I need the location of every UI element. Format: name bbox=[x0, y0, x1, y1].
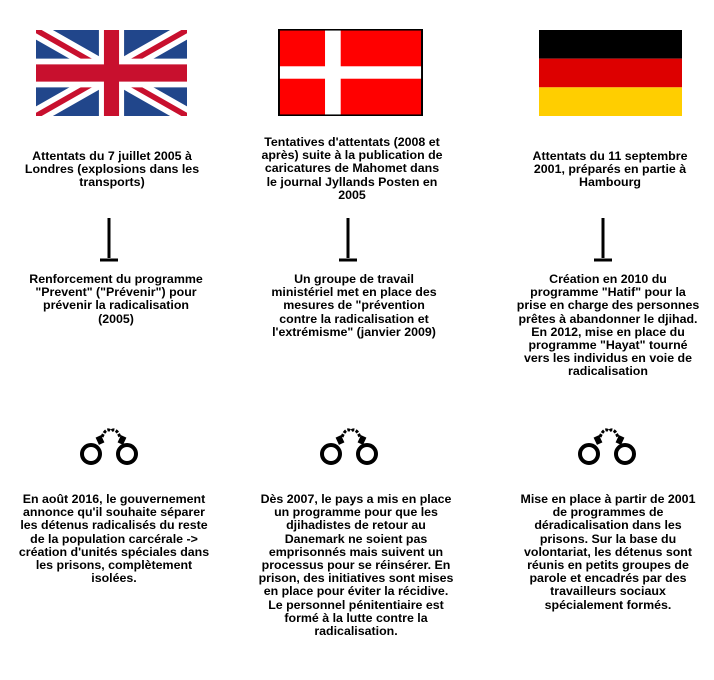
event-text: Attentats du 11 septembre 2001, préparés en partie à Hambourg bbox=[532, 149, 688, 190]
column-denmark bbox=[238, 0, 476, 680]
handcuffs-icon bbox=[578, 425, 640, 467]
measure-text: Renforcement du programme "Prevent" ("Prévenir") pour prévenir la radicalisation (2005) bbox=[29, 272, 203, 326]
arrow-down-icon bbox=[338, 218, 358, 264]
handcuffs-icon bbox=[80, 425, 142, 467]
handcuffs-icon bbox=[320, 425, 382, 467]
flag-denmark-icon bbox=[278, 29, 423, 116]
event-text: Tentatives d'attentats (2008 et après) suite à la publication de caricatures de Mahomet dans le journal Jyllands Posten en 2005 bbox=[261, 135, 443, 202]
measure-text: Création en 2010 du programme "Hatif" pour la prise en charge des personnes prêtes à abandonner le djihad. En 2012, mise en place du programme "Hayat" tourné vers les individus en voie de radicalisation bbox=[516, 272, 700, 379]
arrow-down-icon bbox=[99, 218, 119, 264]
prison-text: Dès 2007, le pays a mis en place un programme pour que les djihadistes de retour au Danemark ne soient pas emprisonnés mais suivent un processus pour se réinsérer. En prison, des initiatives sont mises en place pour éviter la récidive. Le personnel pénitentiaire est formé à la lutte contre la radicalisation. bbox=[258, 492, 454, 639]
column-germany bbox=[476, 0, 714, 680]
arrow-down-icon bbox=[593, 218, 613, 264]
prison-text: En août 2016, le gouvernement annonce qu'il souhaite séparer les détenus radicalisés du reste de la population carcérale -> création d'unités spéciales dans les prisons, complètement isolées. bbox=[18, 492, 210, 586]
measure-text: Un groupe de travail ministériel met en place des mesures de "prévention contre la radicalisation et l'extrémisme" (janvier 2009) bbox=[271, 272, 437, 339]
prison-text: Mise en place à partir de 2001 de programmes de déradicalisation dans les prisons. Sur la base du volontariat, les détenus sont réunis en petits groupes de parole et encadrés par des travailleurs sociaux spécialement formés. bbox=[520, 492, 696, 612]
flag-germany-icon bbox=[539, 30, 682, 116]
flag-uk-icon bbox=[36, 30, 187, 116]
column-united-kingdom bbox=[0, 0, 238, 680]
event-text: Attentats du 7 juillet 2005 à Londres (explosions dans les transports) bbox=[24, 149, 200, 190]
